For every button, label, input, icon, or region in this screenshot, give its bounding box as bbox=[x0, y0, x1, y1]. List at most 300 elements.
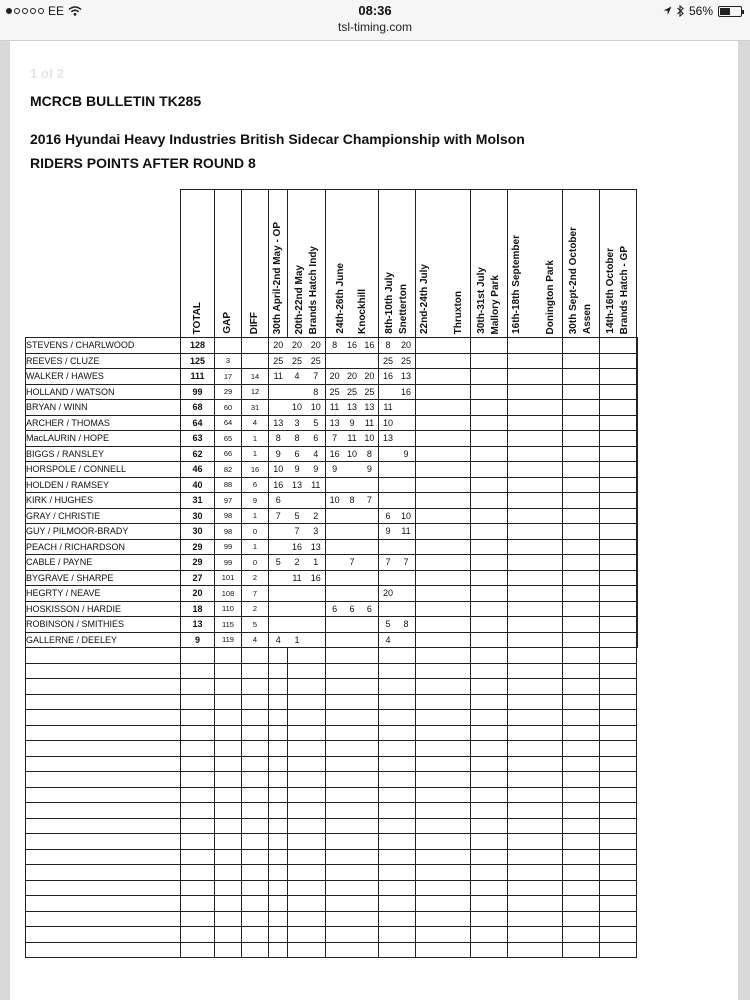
diff-value: 14 bbox=[242, 369, 269, 385]
rider-name: REEVES / CLUZE bbox=[26, 353, 181, 369]
race-points: 16 bbox=[346, 340, 357, 351]
empty-table-row bbox=[26, 927, 638, 943]
race-points bbox=[269, 402, 287, 412]
empty-table-row bbox=[26, 880, 638, 896]
empty-round-cell bbox=[471, 369, 508, 385]
race-points: 7 bbox=[275, 510, 281, 521]
table-row bbox=[26, 508, 638, 524]
empty-cell bbox=[600, 663, 637, 679]
empty-cell bbox=[326, 679, 379, 695]
gap-value: 98 bbox=[215, 508, 242, 524]
empty-round-cell bbox=[563, 431, 600, 447]
empty-cell bbox=[326, 818, 379, 834]
empty-round-cell bbox=[471, 539, 508, 555]
diff-value: 5 bbox=[242, 617, 269, 633]
table-row bbox=[26, 570, 638, 586]
round-points-cell bbox=[269, 493, 326, 509]
empty-cell bbox=[215, 756, 242, 772]
empty-round-cell bbox=[471, 508, 508, 524]
empty-round-cell bbox=[416, 632, 471, 648]
race-points: 10 bbox=[310, 402, 321, 413]
championship-title: 2016 Hyundai Heavy Industries British Sidecar Championship with Molson bbox=[30, 131, 525, 147]
race-points: 8 bbox=[313, 386, 319, 397]
race-points: 11 bbox=[273, 371, 283, 382]
gap-value: 66 bbox=[215, 446, 242, 462]
empty-round-cell bbox=[563, 617, 600, 633]
gap-value bbox=[215, 338, 242, 354]
empty-round-cell bbox=[508, 384, 563, 400]
race-points: 11 bbox=[364, 417, 375, 428]
race-points: 25 bbox=[273, 355, 284, 366]
race-points: 6 bbox=[332, 603, 338, 614]
empty-round-cell bbox=[508, 539, 563, 555]
empty-cell bbox=[215, 725, 242, 741]
empty-cell bbox=[508, 725, 563, 741]
race-points: 7 bbox=[366, 495, 372, 506]
empty-cell bbox=[269, 927, 288, 943]
race-points: 8 bbox=[275, 433, 281, 444]
race-points: 25 bbox=[329, 386, 340, 397]
empty-cell bbox=[215, 896, 242, 912]
empty-round-cell bbox=[600, 586, 637, 602]
empty-cell bbox=[288, 911, 326, 927]
total-points: 30 bbox=[181, 524, 215, 540]
round-points-cell bbox=[269, 539, 326, 555]
empty-cell bbox=[600, 911, 637, 927]
empty-cell bbox=[600, 818, 637, 834]
round-points-cell bbox=[379, 353, 416, 369]
empty-round-cell bbox=[508, 632, 563, 648]
empty-cell bbox=[242, 756, 269, 772]
round-points-cell bbox=[269, 431, 326, 447]
empty-cell bbox=[508, 648, 563, 664]
empty-cell bbox=[416, 741, 471, 757]
round-points-cell bbox=[379, 400, 416, 416]
gap-value: 60 bbox=[215, 400, 242, 416]
empty-cell bbox=[508, 803, 563, 819]
empty-round-cell bbox=[600, 462, 637, 478]
empty-cell bbox=[26, 741, 181, 757]
empty-cell bbox=[508, 865, 563, 881]
race-points bbox=[397, 635, 415, 645]
empty-cell bbox=[600, 741, 637, 757]
race-points: 7 bbox=[403, 557, 409, 568]
rider-name: GRAY / CHRISTIE bbox=[26, 508, 181, 524]
empty-cell bbox=[508, 927, 563, 943]
empty-round-cell bbox=[508, 415, 563, 431]
empty-round-cell bbox=[600, 617, 637, 633]
total-points: 31 bbox=[181, 493, 215, 509]
empty-round-cell bbox=[637, 353, 638, 369]
empty-cell bbox=[416, 803, 471, 819]
empty-cell bbox=[181, 787, 215, 803]
empty-cell bbox=[26, 803, 181, 819]
empty-round-cell bbox=[416, 524, 471, 540]
race-points: 9 bbox=[349, 417, 355, 428]
empty-cell bbox=[471, 787, 508, 803]
round-points-cell bbox=[326, 369, 379, 385]
empty-round-cell bbox=[563, 493, 600, 509]
round-points-cell bbox=[269, 617, 326, 633]
empty-cell bbox=[215, 818, 242, 834]
empty-round-cell bbox=[637, 601, 638, 617]
total-points: 29 bbox=[181, 555, 215, 571]
rider-name: HORSPOLE / CONNELL bbox=[26, 462, 181, 478]
empty-cell bbox=[600, 725, 637, 741]
empty-cell bbox=[471, 880, 508, 896]
race-points: 20 bbox=[382, 588, 393, 599]
race-points: 16 bbox=[273, 479, 284, 490]
diff-value: 0 bbox=[242, 524, 269, 540]
race-points: 11 bbox=[311, 479, 321, 490]
empty-cell bbox=[600, 756, 637, 772]
empty-table-row bbox=[26, 865, 638, 881]
round-points-cell bbox=[326, 477, 379, 493]
empty-round-cell bbox=[637, 338, 638, 354]
page-indicator: 1 of 2 bbox=[30, 66, 64, 81]
round-points-cell bbox=[269, 353, 326, 369]
race-points: 8 bbox=[403, 619, 409, 630]
header-row bbox=[26, 190, 638, 338]
battery-icon bbox=[718, 6, 742, 17]
empty-cell bbox=[269, 741, 288, 757]
empty-cell bbox=[416, 849, 471, 865]
empty-table-row bbox=[26, 803, 638, 819]
empty-cell bbox=[471, 694, 508, 710]
empty-cell bbox=[326, 756, 379, 772]
empty-cell bbox=[26, 756, 181, 772]
round-points-cell bbox=[379, 477, 416, 493]
empty-cell bbox=[242, 725, 269, 741]
empty-round-cell bbox=[637, 431, 638, 447]
empty-round-cell bbox=[600, 384, 637, 400]
empty-round-cell bbox=[637, 446, 638, 462]
rider-name: PEACH / RICHARDSON bbox=[26, 539, 181, 555]
empty-cell bbox=[471, 772, 508, 788]
empty-table-row bbox=[26, 896, 638, 912]
race-points bbox=[326, 557, 343, 567]
total-points: 63 bbox=[181, 431, 215, 447]
table-row bbox=[26, 446, 638, 462]
empty-cell bbox=[326, 911, 379, 927]
empty-cell bbox=[416, 818, 471, 834]
round-points-cell bbox=[326, 617, 379, 633]
empty-cell bbox=[26, 679, 181, 695]
round-points-cell bbox=[326, 586, 379, 602]
empty-cell bbox=[471, 725, 508, 741]
empty-cell bbox=[563, 942, 600, 958]
empty-cell bbox=[242, 849, 269, 865]
race-points: 9 bbox=[275, 448, 281, 459]
empty-round-cell bbox=[508, 508, 563, 524]
empty-round-cell bbox=[508, 570, 563, 586]
table-row bbox=[26, 601, 638, 617]
empty-cell bbox=[269, 865, 288, 881]
empty-cell bbox=[26, 710, 181, 726]
empty-round-cell bbox=[563, 369, 600, 385]
empty-round-cell bbox=[471, 338, 508, 354]
race-points: 20 bbox=[329, 371, 340, 382]
race-points: 6 bbox=[385, 510, 391, 521]
empty-cell bbox=[379, 756, 416, 772]
empty-round-cell bbox=[471, 353, 508, 369]
gap-value: 97 bbox=[215, 493, 242, 509]
race-points: 25 bbox=[400, 355, 411, 366]
empty-round-cell bbox=[471, 524, 508, 540]
round-points-cell bbox=[326, 508, 379, 524]
empty-cell bbox=[288, 818, 326, 834]
empty-table-row bbox=[26, 756, 638, 772]
empty-table-row bbox=[26, 694, 638, 710]
round-points-cell bbox=[326, 431, 379, 447]
race-points bbox=[379, 387, 397, 397]
empty-cell bbox=[379, 648, 416, 664]
empty-round-cell bbox=[637, 632, 638, 648]
table-row bbox=[26, 586, 638, 602]
race-points: 6 bbox=[275, 495, 281, 506]
race-points bbox=[361, 557, 378, 567]
empty-round-cell bbox=[471, 400, 508, 416]
diff-value: 2 bbox=[242, 601, 269, 617]
rider-name: ARCHER / THOMAS bbox=[26, 415, 181, 431]
empty-cell bbox=[508, 679, 563, 695]
race-points: 16 bbox=[400, 386, 411, 397]
empty-cell bbox=[242, 787, 269, 803]
round-points-cell bbox=[269, 446, 326, 462]
empty-cell bbox=[269, 756, 288, 772]
empty-cell bbox=[288, 927, 326, 943]
empty-cell bbox=[181, 880, 215, 896]
diff-value: 9 bbox=[242, 493, 269, 509]
race-points: 16 bbox=[329, 448, 340, 459]
empty-round-cell bbox=[508, 555, 563, 571]
empty-round-cell bbox=[563, 384, 600, 400]
round-points-cell bbox=[379, 555, 416, 571]
empty-round-cell bbox=[563, 415, 600, 431]
race-points: 7 bbox=[332, 433, 338, 444]
empty-round-cell bbox=[563, 539, 600, 555]
empty-cell bbox=[26, 849, 181, 865]
race-points: 13 bbox=[364, 402, 375, 413]
empty-cell bbox=[288, 880, 326, 896]
round-points-cell bbox=[326, 462, 379, 478]
empty-cell bbox=[471, 756, 508, 772]
empty-round-cell bbox=[508, 524, 563, 540]
empty-cell bbox=[563, 865, 600, 881]
empty-round-cell bbox=[471, 617, 508, 633]
empty-round-cell bbox=[600, 338, 637, 354]
points-subtitle: RIDERS POINTS AFTER ROUND 8 bbox=[30, 155, 256, 171]
empty-cell bbox=[242, 663, 269, 679]
race-points bbox=[397, 402, 415, 412]
round-header-6: 30th-31st July Mallory Park bbox=[471, 190, 508, 338]
empty-cell bbox=[181, 741, 215, 757]
empty-cell bbox=[379, 849, 416, 865]
race-points: 20 bbox=[291, 340, 302, 351]
gap-value: 17 bbox=[215, 369, 242, 385]
rider-name: STEVENS / CHARLWOOD bbox=[26, 338, 181, 354]
empty-round-cell bbox=[637, 539, 638, 555]
empty-cell bbox=[471, 663, 508, 679]
url-label[interactable]: tsl-timing.com bbox=[337, 20, 412, 34]
total-points: 46 bbox=[181, 462, 215, 478]
race-points: 5 bbox=[313, 417, 319, 428]
empty-round-cell bbox=[416, 601, 471, 617]
round-header-1: 30th April-2nd May - OP bbox=[269, 190, 288, 338]
race-points: 6 bbox=[313, 433, 319, 444]
round-points-cell bbox=[269, 369, 326, 385]
empty-round-cell bbox=[637, 586, 638, 602]
race-points: 4 bbox=[313, 448, 319, 459]
table-row bbox=[26, 338, 638, 354]
empty-cell bbox=[269, 911, 288, 927]
empty-cell bbox=[600, 648, 637, 664]
empty-cell bbox=[215, 663, 242, 679]
round-header-3: 24th-26th June Knockhill bbox=[326, 190, 379, 338]
empty-cell bbox=[471, 896, 508, 912]
gap-value: 29 bbox=[215, 384, 242, 400]
status-bar bbox=[0, 0, 750, 41]
empty-cell bbox=[379, 725, 416, 741]
bluetooth-icon bbox=[677, 5, 684, 17]
diff-value bbox=[242, 353, 269, 369]
empty-round-cell bbox=[637, 617, 638, 633]
empty-cell bbox=[379, 803, 416, 819]
empty-cell bbox=[215, 849, 242, 865]
race-points: 3 bbox=[294, 417, 300, 428]
empty-cell bbox=[508, 849, 563, 865]
clock: 08:36 bbox=[358, 3, 392, 18]
table-body bbox=[26, 338, 638, 958]
race-points: 3 bbox=[313, 526, 319, 537]
gap-value: 119 bbox=[215, 632, 242, 648]
empty-cell bbox=[26, 787, 181, 803]
race-points: 1 bbox=[294, 634, 300, 645]
empty-cell bbox=[563, 927, 600, 943]
race-points: 13 bbox=[382, 433, 393, 444]
round-points-cell bbox=[379, 632, 416, 648]
total-points: 27 bbox=[181, 570, 215, 586]
battery-percent: 56% bbox=[688, 4, 713, 18]
empty-cell bbox=[379, 679, 416, 695]
empty-cell bbox=[508, 710, 563, 726]
total-header: TOTAL bbox=[181, 190, 215, 338]
round-points-cell bbox=[269, 555, 326, 571]
race-points: 25 bbox=[346, 386, 357, 397]
empty-cell bbox=[471, 927, 508, 943]
empty-cell bbox=[379, 818, 416, 834]
empty-round-cell bbox=[600, 632, 637, 648]
total-points: 99 bbox=[181, 384, 215, 400]
empty-cell bbox=[288, 725, 326, 741]
empty-round-cell bbox=[416, 415, 471, 431]
race-points: 5 bbox=[385, 619, 391, 630]
empty-cell bbox=[563, 694, 600, 710]
race-points bbox=[269, 526, 287, 536]
gap-value: 88 bbox=[215, 477, 242, 493]
table-row bbox=[26, 617, 638, 633]
empty-cell bbox=[326, 725, 379, 741]
bulletin-title: MCRCB BULLETIN TK285 bbox=[30, 93, 202, 109]
race-points: 16 bbox=[291, 541, 302, 552]
table-row bbox=[26, 415, 638, 431]
diff-value: 31 bbox=[242, 400, 269, 416]
empty-cell bbox=[242, 772, 269, 788]
empty-round-cell bbox=[563, 353, 600, 369]
empty-cell bbox=[269, 694, 288, 710]
empty-table-row bbox=[26, 679, 638, 695]
empty-cell bbox=[471, 911, 508, 927]
round-points-cell bbox=[269, 477, 326, 493]
race-points: 16 bbox=[382, 371, 393, 382]
empty-round-cell bbox=[416, 477, 471, 493]
race-points: 1 bbox=[313, 557, 319, 568]
round-points-cell bbox=[269, 384, 326, 400]
total-points: 40 bbox=[181, 477, 215, 493]
empty-round-cell bbox=[600, 353, 637, 369]
empty-round-cell bbox=[508, 462, 563, 478]
race-points: 4 bbox=[294, 371, 300, 382]
race-points: 13 bbox=[273, 417, 284, 428]
empty-cell bbox=[508, 834, 563, 850]
race-points: 7 bbox=[313, 371, 319, 382]
empty-cell bbox=[181, 865, 215, 881]
empty-cell bbox=[215, 694, 242, 710]
empty-round-cell bbox=[563, 586, 600, 602]
round-points-cell bbox=[379, 539, 416, 555]
diff-value: 2 bbox=[242, 570, 269, 586]
empty-round-cell bbox=[508, 586, 563, 602]
empty-cell bbox=[563, 679, 600, 695]
empty-cell bbox=[288, 849, 326, 865]
empty-cell bbox=[508, 694, 563, 710]
round-points-cell bbox=[379, 508, 416, 524]
empty-cell bbox=[379, 834, 416, 850]
diff-value: 1 bbox=[242, 431, 269, 447]
round-points-cell bbox=[379, 431, 416, 447]
table-row bbox=[26, 493, 638, 509]
empty-cell bbox=[181, 834, 215, 850]
empty-cell bbox=[26, 663, 181, 679]
empty-round-cell bbox=[508, 338, 563, 354]
empty-round-cell bbox=[600, 601, 637, 617]
empty-cell bbox=[416, 865, 471, 881]
empty-cell bbox=[26, 942, 181, 958]
empty-cell bbox=[215, 648, 242, 664]
empty-cell bbox=[242, 818, 269, 834]
round-points-cell bbox=[269, 586, 326, 602]
race-points: 8 bbox=[385, 340, 391, 351]
gap-value: 98 bbox=[215, 524, 242, 540]
empty-cell bbox=[600, 834, 637, 850]
race-points: 10 bbox=[346, 448, 357, 459]
empty-round-cell bbox=[471, 493, 508, 509]
empty-table-row bbox=[26, 787, 638, 803]
total-points: 125 bbox=[181, 353, 215, 369]
total-points: 18 bbox=[181, 601, 215, 617]
diff-value bbox=[242, 338, 269, 354]
empty-cell bbox=[416, 663, 471, 679]
empty-cell bbox=[242, 741, 269, 757]
total-points: 111 bbox=[181, 369, 215, 385]
empty-cell bbox=[269, 849, 288, 865]
round-points-cell bbox=[326, 338, 379, 354]
race-points bbox=[397, 433, 415, 443]
race-points: 11 bbox=[292, 572, 302, 583]
empty-round-cell bbox=[508, 446, 563, 462]
table-row bbox=[26, 400, 638, 416]
total-points: 30 bbox=[181, 508, 215, 524]
